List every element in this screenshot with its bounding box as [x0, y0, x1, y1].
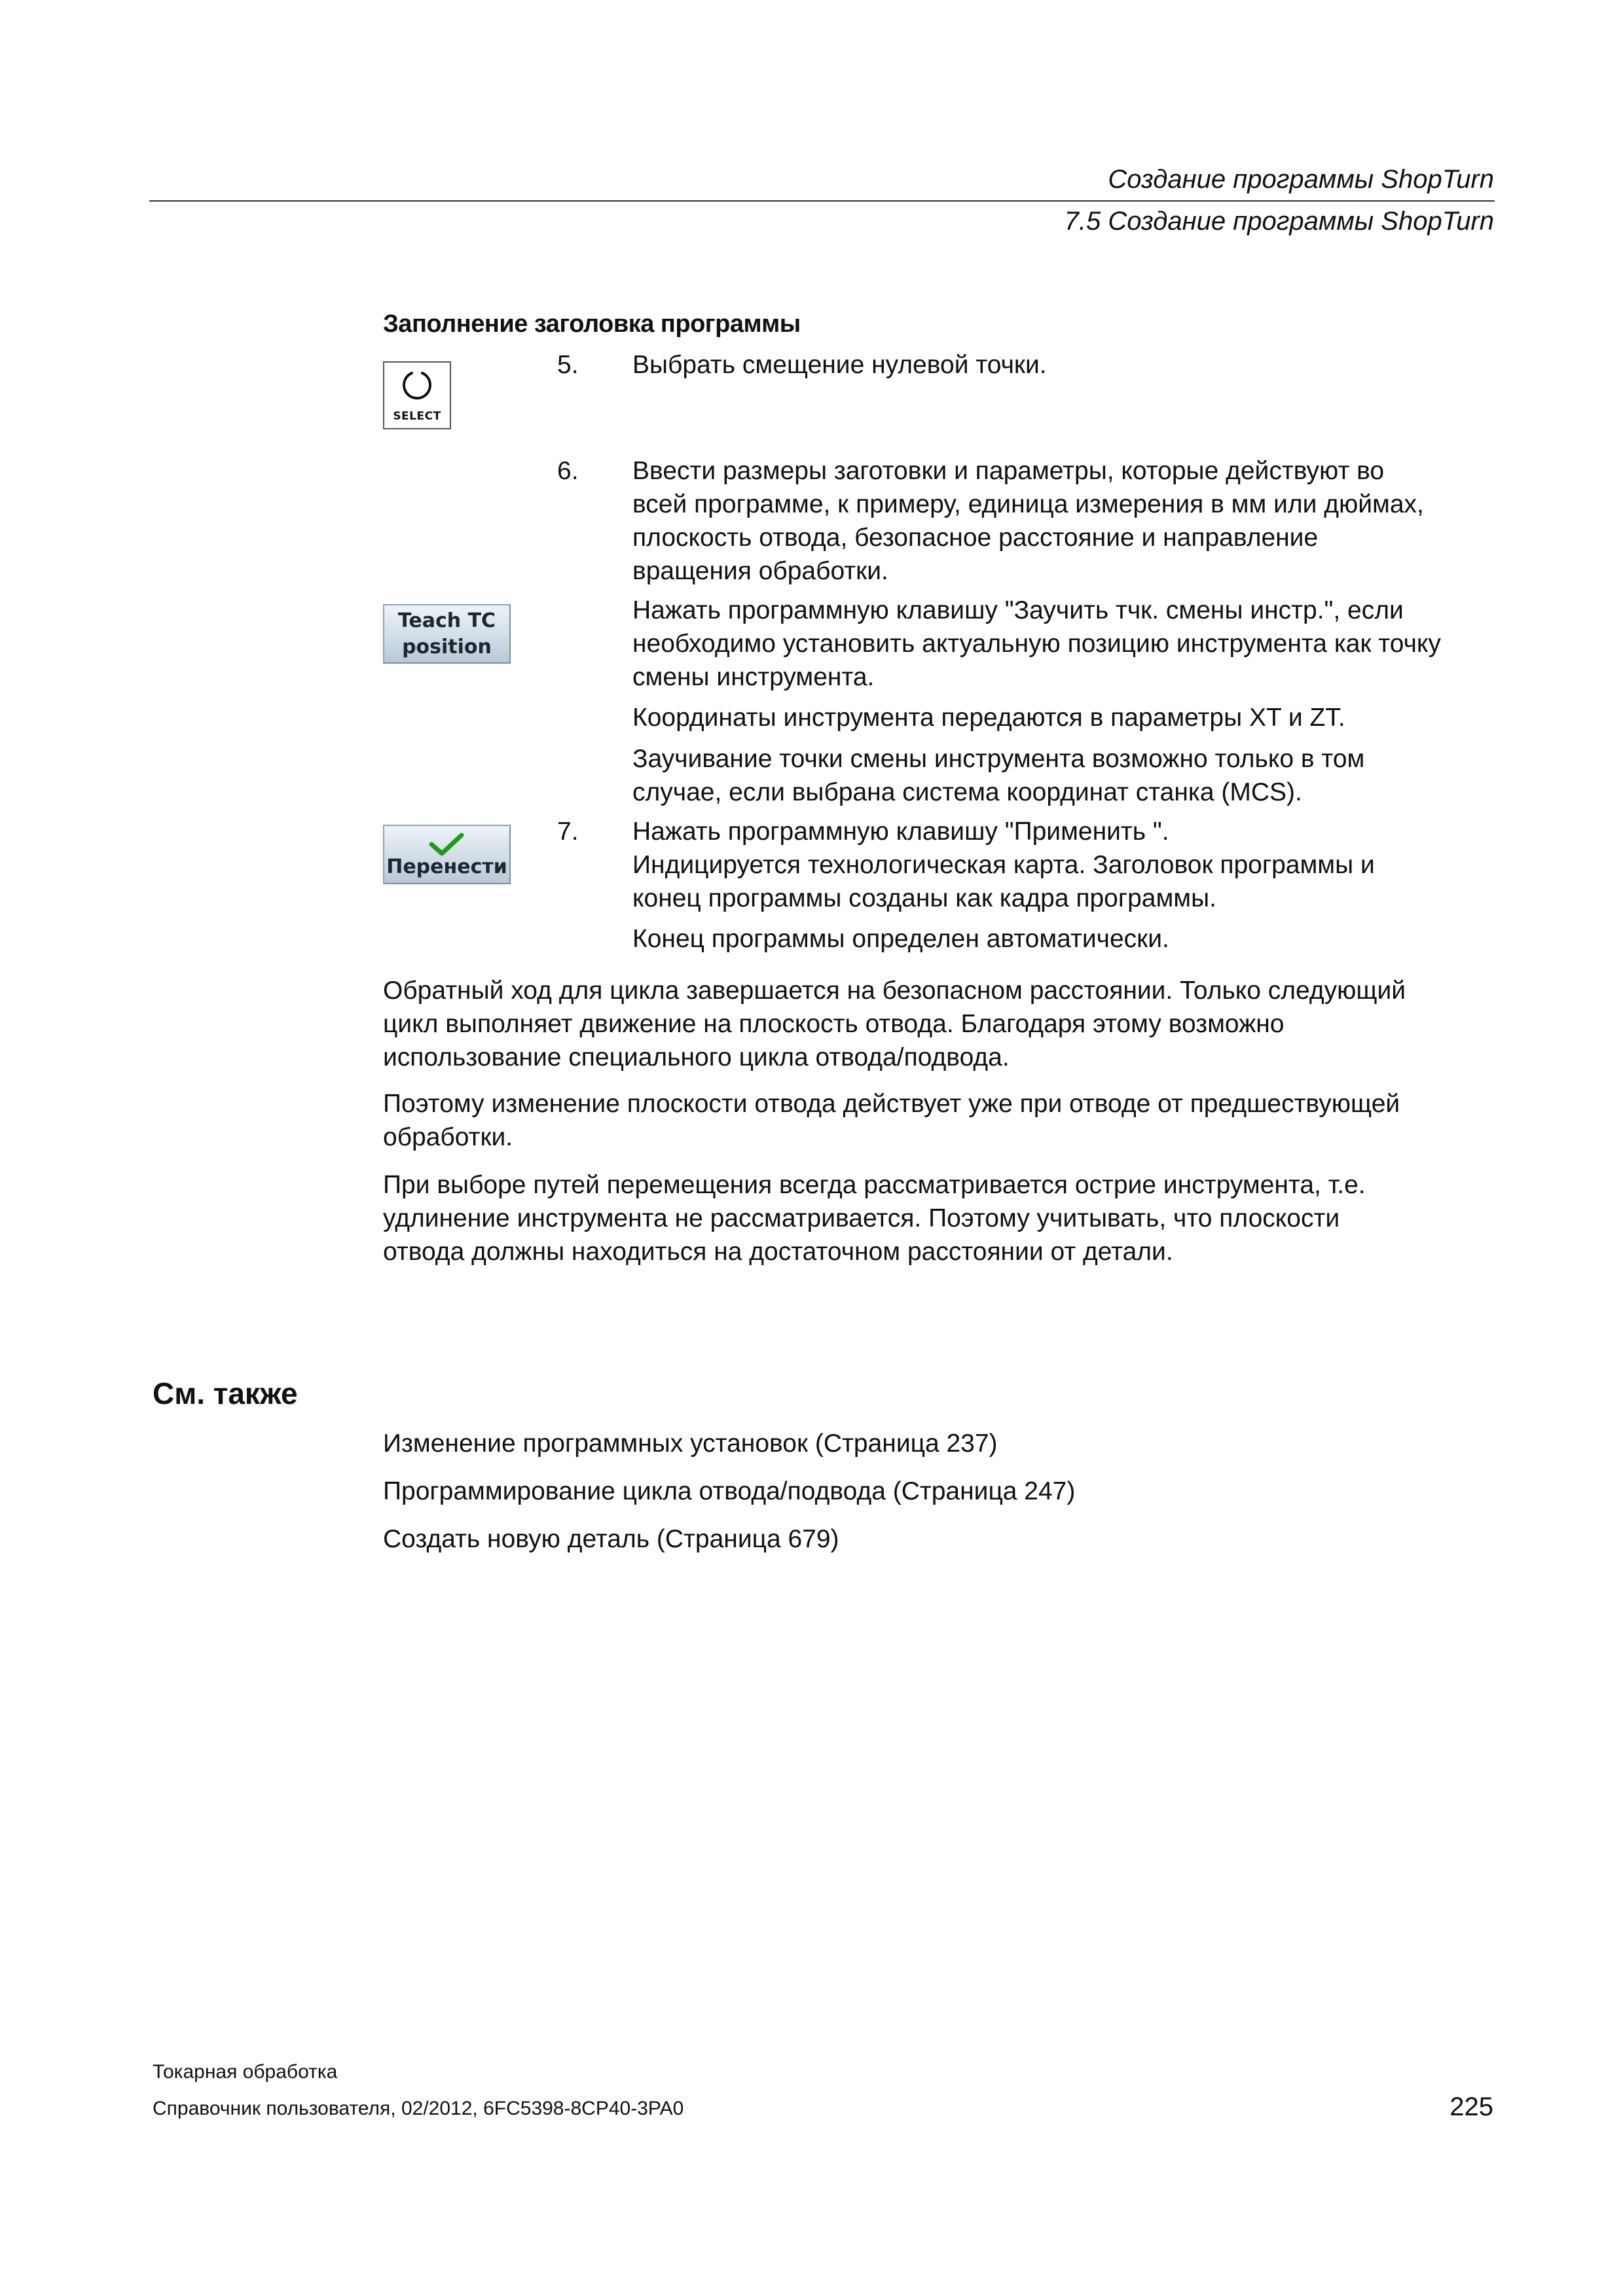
subheading: Заполнение заголовка программы — [383, 310, 801, 338]
step-6-note-teach — [632, 594, 1441, 694]
see-also-heading: См. также — [153, 1376, 298, 1410]
paragraph-tool-tip — [383, 1168, 1366, 1268]
paragraph-line: использование специального цикла отвода/подвода. — [383, 1043, 1010, 1071]
apply-softkey-label: Перенести — [386, 855, 507, 878]
page-number: 225 — [1450, 2092, 1493, 2121]
paragraph-retract — [383, 974, 1406, 1074]
paragraph-line: удлинение инструмента не рассматривается. Поэтому учитывать, что плоскости — [383, 1204, 1340, 1232]
note-line: случае, если выбрана система координат станка (MCS). — [632, 778, 1302, 806]
step-7-line: Нажать программную клавишу "Применить ". — [632, 817, 1169, 846]
softkey-label-line: position — [402, 636, 492, 658]
note-line: Координаты инструмента передаются в параметры XT и ZT. — [632, 704, 1345, 732]
paragraph-retract-plane — [383, 1087, 1400, 1154]
step-7-line: Индицируется технологическая карта. Заголовок программы и — [632, 851, 1375, 879]
apply-softkey[interactable] — [383, 825, 511, 884]
step-6-line: всей программе, к примеру, единица измерения в мм или дюймах, — [632, 490, 1424, 518]
select-key-label: SELECT — [393, 410, 441, 423]
paragraph-line: обработки. — [383, 1123, 513, 1151]
step-6-line: вращения обработки. — [632, 557, 888, 585]
checkmark-icon — [428, 831, 465, 857]
step-6-line: Ввести размеры заготовки и параметры, которые действуют во — [632, 457, 1385, 485]
step-6-note-mcs — [632, 742, 1364, 809]
paragraph-line: Поэтому изменение плоскости отвода действует уже при отводе от предшествующей — [383, 1090, 1400, 1118]
running-header-section: 7.5 Создание программы ShopTurn — [1064, 207, 1494, 236]
step-5-text — [632, 348, 1047, 382]
step-number: 6. — [557, 457, 579, 485]
running-header-title: Создание программы ShopTurn — [1108, 165, 1494, 194]
step-6-line: плоскость отвода, безопасное расстояние и направление — [632, 524, 1319, 552]
footer-title: Токарная обработка — [153, 2061, 338, 2083]
paragraph-line: При выборе путей перемещения всегда рассматривается острие инструмента, т.е. — [383, 1171, 1366, 1199]
note-line: Нажать программную клавишу "Заучить тчк. смены инстр.", если — [632, 596, 1404, 624]
paragraph-line: Обратный ход для цикла завершается на безопасном расстоянии. Только следующий — [383, 977, 1406, 1005]
step-7-note: Конец программы определен автоматически. — [632, 925, 1169, 953]
note-line: Заучивание точки смены инструмента возможно только в том — [632, 745, 1365, 773]
see-also-link[interactable]: Изменение программных установок (Страница 237) — [383, 1429, 998, 1458]
step-number: 5. — [557, 351, 579, 379]
select-key-icon[interactable] — [383, 361, 451, 429]
step-7-text — [632, 815, 1375, 915]
select-ring-icon — [400, 369, 434, 403]
softkey-label-line: Teach TC — [397, 609, 496, 632]
teach-tc-position-softkey[interactable] — [383, 604, 511, 664]
note-line: смены инструмента. — [632, 663, 875, 691]
step-number: 7. — [557, 817, 579, 846]
see-also-link[interactable]: Программирование цикла отвода/подвода (Страница 247) — [383, 1477, 1076, 1505]
header-rule — [149, 200, 1495, 202]
step-6-note-coordinates — [632, 701, 1345, 734]
paragraph-line: цикл выполняет движение на плоскость отвода. Благодаря этому возможно — [383, 1010, 1285, 1038]
step-5-line: Выбрать смещение нулевой точки. — [632, 351, 1047, 379]
see-also-link[interactable]: Создать новую деталь (Страница 679) — [383, 1525, 839, 1553]
footer-manual-info: Справочник пользователя, 02/2012, 6FC5398-8CP40-3PA0 — [153, 2098, 684, 2119]
step-6-text — [632, 454, 1424, 588]
paragraph-line: отвода должны находиться на достаточном расстоянии от детали. — [383, 1238, 1173, 1266]
note-line: необходимо установить актуальную позицию инструмента как точку — [632, 630, 1441, 658]
step-7-line: конец программы созданы как кадра программы. — [632, 884, 1216, 912]
